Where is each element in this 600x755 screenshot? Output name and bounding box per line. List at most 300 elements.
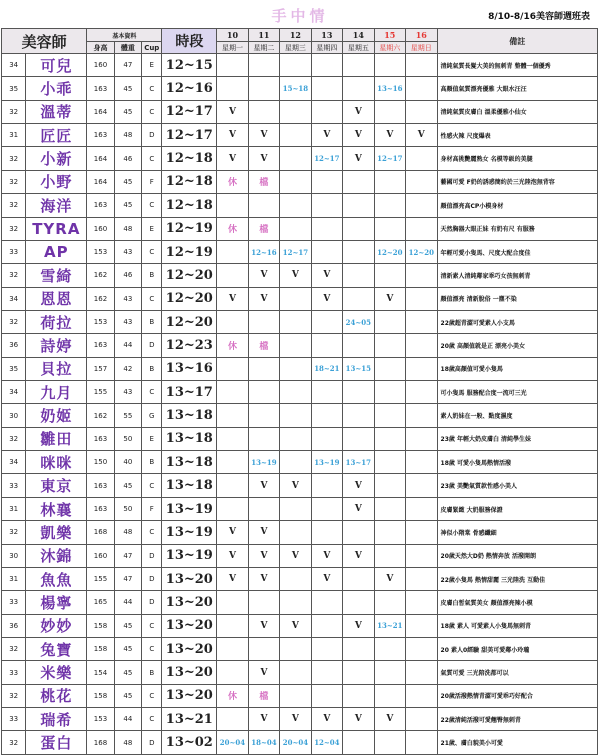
day-cell: 檔: [248, 170, 279, 193]
day-cell: V: [343, 614, 374, 637]
cup-cell: D: [142, 591, 162, 614]
day-cell: [406, 731, 437, 754]
table-row: [2, 451, 598, 474]
day-cell: [248, 310, 279, 333]
remark-cell: 清純氣質皮膚白 溫柔優雅小仙女: [437, 100, 597, 123]
height-cell: 164: [87, 147, 114, 170]
table-row: [2, 544, 598, 567]
day-cell: [374, 54, 405, 77]
height-cell: 163: [87, 194, 114, 217]
day-cell: [374, 404, 405, 427]
time-slot-cell: 13~20: [162, 614, 217, 637]
day-cell: [217, 240, 248, 263]
header-basic-info: 基本資料: [87, 29, 162, 42]
stylist-name: 匠匠: [26, 124, 87, 147]
day-cell: [248, 381, 279, 404]
day-cell: [343, 637, 374, 660]
day-cell: [311, 404, 342, 427]
day-cell: [406, 381, 437, 404]
cup-cell: B: [142, 310, 162, 333]
remark-cell: 23歲 美艷氣質款性感小美人: [437, 474, 597, 497]
age-cell: 33: [2, 591, 26, 614]
day-cell: [248, 497, 279, 520]
table-row: [2, 217, 598, 240]
day-cell: [280, 451, 311, 474]
height-cell: 154: [87, 661, 114, 684]
day-cell: [280, 334, 311, 357]
day-cell: V: [217, 544, 248, 567]
stylist-name: 海洋: [26, 194, 87, 217]
header-remark: 備註: [437, 29, 597, 54]
stylist-name: 雛田: [26, 427, 87, 450]
table-row: [2, 264, 598, 287]
day-cell: V: [217, 287, 248, 310]
table-row: [2, 287, 598, 310]
day-cell: [374, 170, 405, 193]
time-slot-cell: 13~18: [162, 474, 217, 497]
day-cell: [280, 310, 311, 333]
page-title: 手中情: [271, 7, 329, 25]
day-cell: [374, 217, 405, 240]
age-cell: 33: [2, 474, 26, 497]
day-cell: [248, 54, 279, 77]
weight-cell: 48: [114, 731, 141, 754]
height-cell: 162: [87, 404, 114, 427]
header-day-name: 星期四: [311, 42, 342, 54]
age-cell: 32: [2, 427, 26, 450]
table-row: [2, 147, 598, 170]
header-day-num: 11: [248, 29, 279, 42]
day-cell: V: [406, 124, 437, 147]
header-day-name: 星期五: [343, 42, 374, 54]
height-cell: 163: [87, 427, 114, 450]
day-cell: [248, 77, 279, 100]
day-cell: [406, 170, 437, 193]
header-day-num: 10: [217, 29, 248, 42]
stylist-name: AP: [26, 240, 87, 263]
time-slot-cell: 12~17: [162, 124, 217, 147]
cup-cell: E: [142, 217, 162, 240]
day-cell: [217, 404, 248, 427]
day-cell: V: [343, 497, 374, 520]
weight-cell: 42: [114, 357, 141, 380]
day-cell: 12~17: [280, 240, 311, 263]
time-slot-cell: 12~20: [162, 310, 217, 333]
header-day-num: 13: [311, 29, 342, 42]
day-cell: [406, 147, 437, 170]
day-cell: [343, 287, 374, 310]
day-cell: [217, 381, 248, 404]
header-day-name: 星期一: [217, 42, 248, 54]
day-cell: [248, 194, 279, 217]
stylist-name: 雪綺: [26, 264, 87, 287]
stylist-name: 沐錦: [26, 544, 87, 567]
day-cell: [311, 170, 342, 193]
table-row: [2, 614, 598, 637]
age-cell: 34: [2, 381, 26, 404]
table-row: [2, 357, 598, 380]
day-cell: V: [248, 264, 279, 287]
day-cell: [311, 240, 342, 263]
day-cell: [217, 77, 248, 100]
day-cell: [374, 451, 405, 474]
day-cell: [406, 54, 437, 77]
day-cell: 12~16: [248, 240, 279, 263]
height-cell: 160: [87, 544, 114, 567]
weight-cell: 45: [114, 100, 141, 123]
time-slot-cell: 13~02: [162, 731, 217, 754]
time-slot-cell: 12~15: [162, 54, 217, 77]
height-cell: 168: [87, 521, 114, 544]
weight-cell: 48: [114, 217, 141, 240]
time-slot-cell: 12~20: [162, 264, 217, 287]
day-cell: [374, 194, 405, 217]
stylist-name: 溫蒂: [26, 100, 87, 123]
cup-cell: C: [142, 240, 162, 263]
cup-cell: E: [142, 427, 162, 450]
day-cell: V: [280, 264, 311, 287]
day-cell: [374, 427, 405, 450]
day-cell: [406, 497, 437, 520]
weight-cell: 50: [114, 497, 141, 520]
day-cell: 休: [217, 217, 248, 240]
remark-cell: 皮膚白皙氣質美女 顏值漂亮辣小模: [437, 591, 597, 614]
day-cell: V: [374, 567, 405, 590]
weight-cell: 43: [114, 240, 141, 263]
weight-cell: 48: [114, 124, 141, 147]
day-cell: [343, 240, 374, 263]
age-cell: 32: [2, 217, 26, 240]
remark-cell: 氣質可愛 三光陪洗都可以: [437, 661, 597, 684]
age-cell: 34: [2, 287, 26, 310]
day-cell: [311, 474, 342, 497]
remark-cell: 皮膚緊緻 大奶服務保證: [437, 497, 597, 520]
day-cell: [217, 310, 248, 333]
day-cell: [280, 591, 311, 614]
age-cell: 32: [2, 100, 26, 123]
table-row: [2, 497, 598, 520]
day-cell: [217, 614, 248, 637]
height-cell: 153: [87, 240, 114, 263]
day-cell: [374, 310, 405, 333]
remark-cell: 可小隻馬 服務配合度一流可三光: [437, 381, 597, 404]
table-row: [2, 637, 598, 660]
stylist-name: 林襄: [26, 497, 87, 520]
header-day-name: 星期二: [248, 42, 279, 54]
time-slot-cell: 12~17: [162, 100, 217, 123]
remark-cell: 高顏值氣質漂亮優雅 大眼水汪汪: [437, 77, 597, 100]
remark-cell: 身材高挑艷麗熟女 名模等級的美腿: [437, 147, 597, 170]
day-cell: 13~16: [374, 77, 405, 100]
day-cell: [311, 100, 342, 123]
time-slot-cell: 13~19: [162, 544, 217, 567]
height-cell: 160: [87, 217, 114, 240]
weight-cell: 46: [114, 264, 141, 287]
remark-cell: 年輕可愛小隻馬、尺度大配合度佳: [437, 240, 597, 263]
height-cell: 163: [87, 124, 114, 147]
day-cell: [280, 684, 311, 707]
stylist-name: 妙妙: [26, 614, 87, 637]
day-cell: [406, 310, 437, 333]
remark-cell: 21歲、膚白貌美小可愛: [437, 731, 597, 754]
weight-cell: 45: [114, 77, 141, 100]
date-range: 8/10-8/16美容師週班表: [488, 12, 590, 22]
stylist-name: 奶姬: [26, 404, 87, 427]
weight-cell: 45: [114, 684, 141, 707]
time-slot-cell: 13~16: [162, 357, 217, 380]
remark-cell: 22歲超青澀可愛素人小支馬: [437, 310, 597, 333]
day-cell: [343, 217, 374, 240]
day-cell: [406, 451, 437, 474]
day-cell: 12~17: [374, 147, 405, 170]
day-cell: [280, 147, 311, 170]
day-cell: [217, 497, 248, 520]
table-row: [2, 591, 598, 614]
day-cell: [280, 194, 311, 217]
time-slot-cell: 12~18: [162, 194, 217, 217]
stylist-name: 荷拉: [26, 310, 87, 333]
age-cell: 34: [2, 54, 26, 77]
day-cell: [280, 124, 311, 147]
day-cell: [311, 427, 342, 450]
day-cell: [406, 194, 437, 217]
cup-cell: D: [142, 731, 162, 754]
day-cell: V: [280, 474, 311, 497]
day-cell: V: [374, 708, 405, 731]
weight-cell: 44: [114, 591, 141, 614]
stylist-name: 兔寶: [26, 637, 87, 660]
day-cell: [374, 731, 405, 754]
day-cell: [406, 100, 437, 123]
cup-cell: C: [142, 194, 162, 217]
remark-cell: 神似小隋棠 骨感纖細: [437, 521, 597, 544]
cup-cell: C: [142, 287, 162, 310]
time-slot-cell: 13~20: [162, 684, 217, 707]
day-cell: [374, 357, 405, 380]
weight-cell: 46: [114, 147, 141, 170]
day-cell: [217, 637, 248, 660]
weight-cell: 45: [114, 474, 141, 497]
day-cell: [406, 567, 437, 590]
stylist-name: 凱樂: [26, 521, 87, 544]
day-cell: [406, 287, 437, 310]
day-cell: V: [343, 100, 374, 123]
day-cell: [406, 264, 437, 287]
day-cell: [374, 474, 405, 497]
day-cell: [343, 194, 374, 217]
day-cell: [343, 54, 374, 77]
age-cell: 31: [2, 124, 26, 147]
age-cell: 32: [2, 310, 26, 333]
time-slot-cell: 12~19: [162, 240, 217, 263]
day-cell: V: [217, 124, 248, 147]
weight-cell: 50: [114, 427, 141, 450]
age-cell: 35: [2, 77, 26, 100]
day-cell: V: [248, 708, 279, 731]
table-row: [2, 521, 598, 544]
table-row: [2, 684, 598, 707]
weight-cell: 45: [114, 661, 141, 684]
day-cell: [311, 217, 342, 240]
day-cell: [280, 54, 311, 77]
age-cell: 32: [2, 264, 26, 287]
day-cell: 休: [217, 334, 248, 357]
day-cell: [217, 451, 248, 474]
remark-cell: 素人奶妹在一般、點度濕度: [437, 404, 597, 427]
day-cell: [248, 404, 279, 427]
height-cell: 158: [87, 614, 114, 637]
cup-cell: F: [142, 170, 162, 193]
day-cell: V: [311, 264, 342, 287]
day-cell: [343, 404, 374, 427]
height-cell: 155: [87, 381, 114, 404]
remark-cell: 22歲小隻馬 熱情甜麗 三光陸洗 互動佳: [437, 567, 597, 590]
day-cell: [311, 77, 342, 100]
day-cell: V: [248, 147, 279, 170]
day-cell: [311, 310, 342, 333]
table-row: [2, 194, 598, 217]
day-cell: [406, 614, 437, 637]
header-weight: 體重: [114, 42, 141, 54]
day-cell: [343, 567, 374, 590]
cup-cell: F: [142, 497, 162, 520]
day-cell: [248, 427, 279, 450]
day-cell: [374, 661, 405, 684]
day-cell: V: [248, 124, 279, 147]
day-cell: V: [248, 567, 279, 590]
age-cell: 35: [2, 357, 26, 380]
day-cell: [406, 591, 437, 614]
weight-cell: 45: [114, 170, 141, 193]
height-cell: 162: [87, 287, 114, 310]
day-cell: V: [217, 567, 248, 590]
day-cell: [280, 357, 311, 380]
stylist-name: 魚魚: [26, 567, 87, 590]
header-day-name: 星期三: [280, 42, 311, 54]
cup-cell: C: [142, 474, 162, 497]
time-slot-cell: 12~18: [162, 147, 217, 170]
cup-cell: E: [142, 54, 162, 77]
weight-cell: 45: [114, 614, 141, 637]
table-header: [2, 29, 598, 54]
day-cell: 休: [217, 684, 248, 707]
cup-cell: D: [142, 124, 162, 147]
remark-cell: 20歲活潑熱情青澀可愛乖巧好配合: [437, 684, 597, 707]
header-day-num: 12: [280, 29, 311, 42]
day-cell: V: [248, 287, 279, 310]
age-cell: 32: [2, 684, 26, 707]
time-slot-cell: 13~18: [162, 451, 217, 474]
table-row: [2, 427, 598, 450]
stylist-name: 瑞希: [26, 708, 87, 731]
day-cell: [217, 708, 248, 731]
day-cell: [280, 404, 311, 427]
day-cell: [406, 544, 437, 567]
age-cell: 31: [2, 497, 26, 520]
day-cell: 休: [217, 170, 248, 193]
remark-cell: 23歲 年輕大奶皮膚白 清純學生妹: [437, 427, 597, 450]
day-cell: [343, 170, 374, 193]
day-cell: [406, 661, 437, 684]
remark-cell: 18歲高顏值可愛小隻馬: [437, 357, 597, 380]
cup-cell: C: [142, 684, 162, 707]
day-cell: V: [343, 474, 374, 497]
stylist-name: TYRA: [26, 217, 87, 240]
weight-cell: 47: [114, 54, 141, 77]
day-cell: V: [343, 124, 374, 147]
day-cell: [280, 217, 311, 240]
time-slot-cell: 13~18: [162, 427, 217, 450]
day-cell: V: [311, 567, 342, 590]
stylist-name: 小野: [26, 170, 87, 193]
day-cell: [374, 637, 405, 660]
day-cell: [248, 591, 279, 614]
day-cell: [217, 357, 248, 380]
cup-cell: B: [142, 264, 162, 287]
day-cell: [280, 170, 311, 193]
height-cell: 150: [87, 451, 114, 474]
day-cell: [280, 287, 311, 310]
stylist-name: 楊寧: [26, 591, 87, 614]
header-height: 身高: [87, 42, 114, 54]
day-cell: V: [343, 544, 374, 567]
remark-cell: 20歲天然大D奶 熱情奔放 活潑開朗: [437, 544, 597, 567]
day-cell: [343, 77, 374, 100]
day-cell: V: [311, 287, 342, 310]
day-cell: V: [280, 708, 311, 731]
day-cell: [217, 474, 248, 497]
day-cell: V: [311, 708, 342, 731]
cup-cell: C: [142, 77, 162, 100]
day-cell: [217, 194, 248, 217]
stylist-name: 恩恩: [26, 287, 87, 310]
height-cell: 158: [87, 684, 114, 707]
stylist-name: 米樂: [26, 661, 87, 684]
time-slot-cell: 13~20: [162, 637, 217, 660]
day-cell: [343, 684, 374, 707]
header-day-num: 15: [374, 29, 405, 42]
day-cell: V: [248, 614, 279, 637]
table-row: [2, 474, 598, 497]
age-cell: 34: [2, 451, 26, 474]
stylist-name: 咪咪: [26, 451, 87, 474]
day-cell: [311, 661, 342, 684]
weight-cell: 55: [114, 404, 141, 427]
day-cell: 15~18: [280, 77, 311, 100]
header-day-name: 星期六: [374, 42, 405, 54]
day-cell: V: [374, 124, 405, 147]
stylist-name: 桃花: [26, 684, 87, 707]
day-cell: 13~21: [374, 614, 405, 637]
age-cell: 33: [2, 708, 26, 731]
height-cell: 164: [87, 100, 114, 123]
height-cell: 163: [87, 474, 114, 497]
age-cell: 32: [2, 521, 26, 544]
day-cell: [374, 591, 405, 614]
day-cell: 18~04: [248, 731, 279, 754]
age-cell: 36: [2, 334, 26, 357]
weight-cell: 45: [114, 637, 141, 660]
stylist-name: 詩婷: [26, 334, 87, 357]
day-cell: [406, 427, 437, 450]
remark-cell: 清新素人清純鄰家乖巧女孩無刺青: [437, 264, 597, 287]
day-cell: [406, 474, 437, 497]
age-cell: 31: [2, 567, 26, 590]
table-row: [2, 77, 598, 100]
day-cell: V: [217, 521, 248, 544]
age-cell: 30: [2, 544, 26, 567]
day-cell: [311, 591, 342, 614]
